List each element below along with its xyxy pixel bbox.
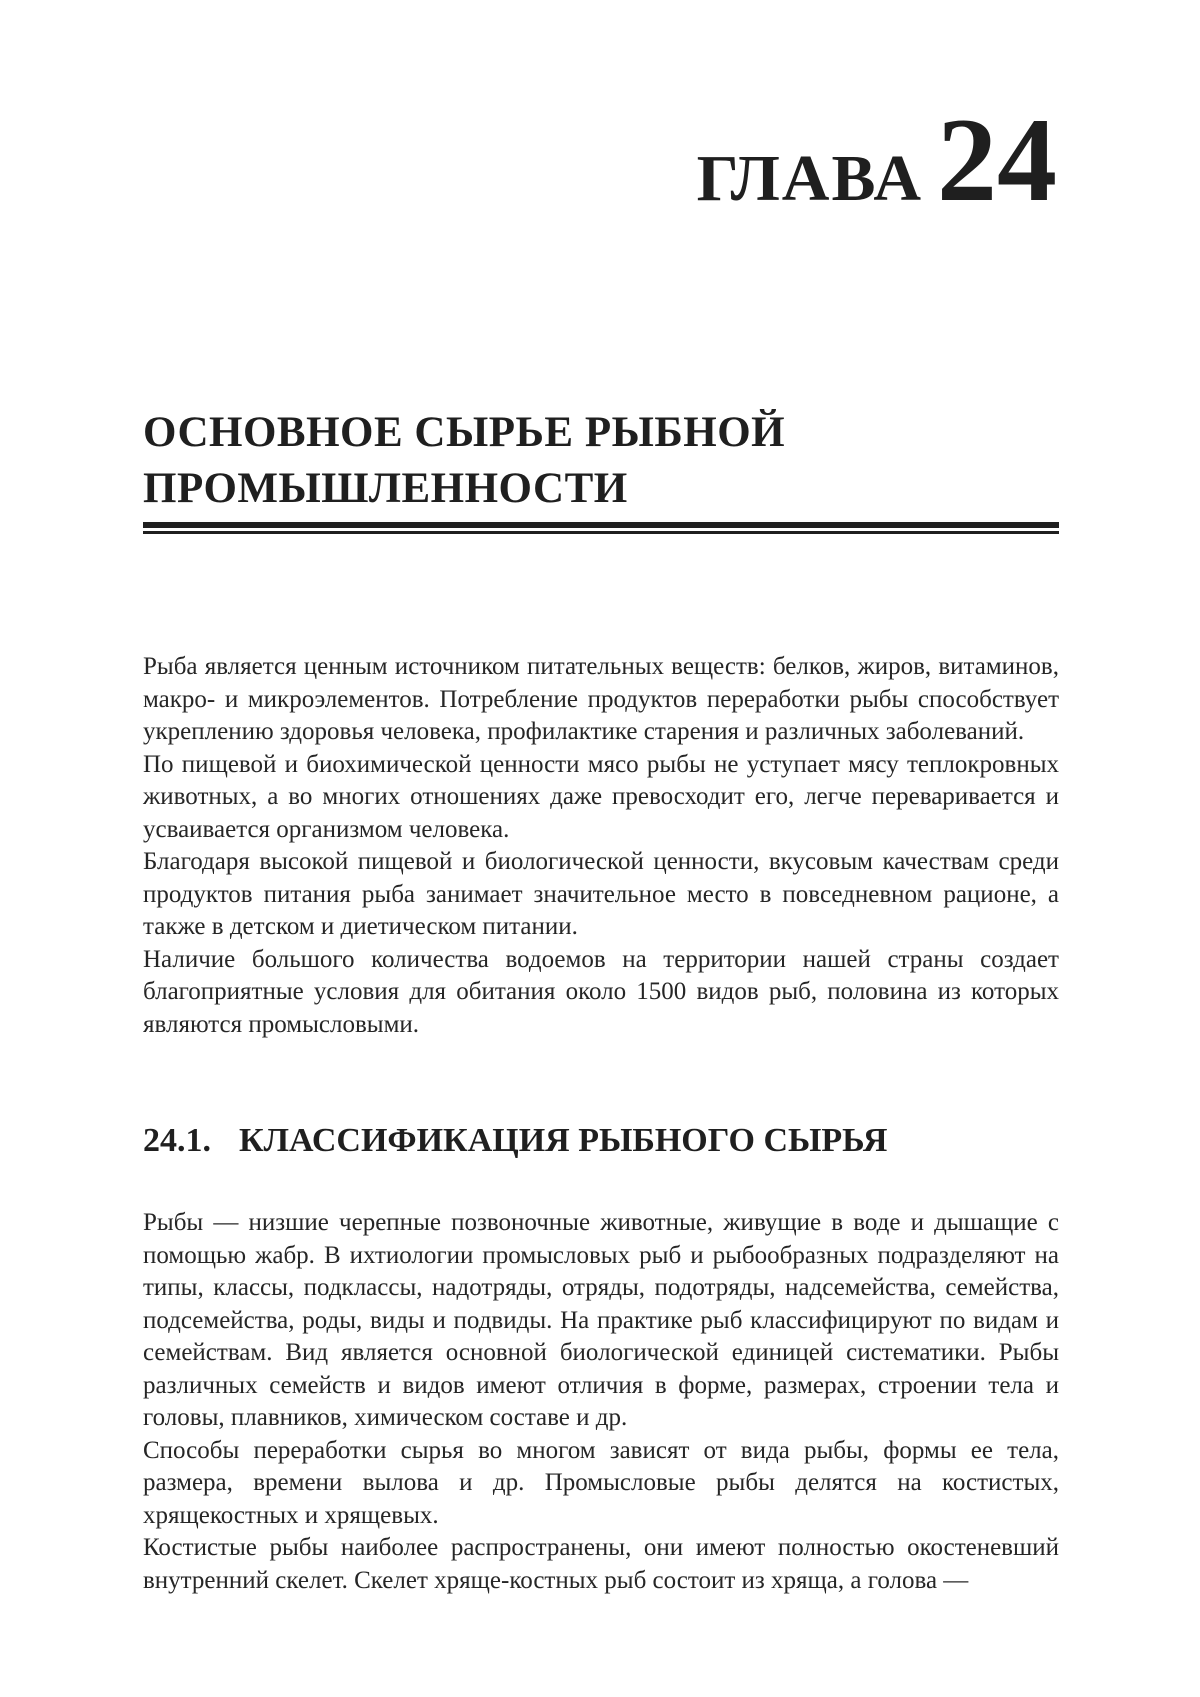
section-text: [143, 1207, 1059, 1597]
chapter-number: 24: [937, 93, 1057, 226]
intro-text: [143, 651, 1059, 1041]
chapter-title-line: ПРОМЫШЛЕННОСТИ: [143, 465, 628, 512]
title-rule-thick: [143, 522, 1059, 528]
paragraph: Рыбы — низшие черепные позвоночные животные, живущие в воде и дышащие с помощью жабр. В ихтиологии промысловых рыб и рыбообразных подразделяют на типы, классы, подклассы, надотряды, отряды, подотряды, надсемейства, семейства, подсемейства, роды, виды и подвиды. На практике рыб классифицируют по видам и семействам. Вид является основной биологической единицей систематики. Рыбы различных семейств и видов имеют отличия в форме, размерах, строении тела и головы, плавников, химическом составе и др.: [143, 1209, 1059, 1431]
paragraph: Костистые рыбы наиболее распространены, они имеют полностью окостеневший внутренний скелет. Скелет хряще-костных рыб состоит из хряща, а голова —: [143, 1534, 1059, 1594]
chapter-title: [143, 405, 1063, 517]
section-title: КЛАССИФИКАЦИЯ РЫБНОГО СЫРЬЯ: [239, 1122, 888, 1159]
chapter-word: ГЛАВА: [696, 142, 923, 215]
title-rule-thin: [143, 531, 1059, 534]
paragraph: Благодаря высокой пищевой и биологической ценности, вкусовым качествам среди продуктов питания рыба занимает значительное место в повседневном рационе, а также в детском и диетическом питании.: [143, 848, 1059, 940]
chapter-title-line: ОСНОВНОЕ СЫРЬЕ РЫБНОЙ: [143, 409, 786, 456]
chapter-label: [696, 93, 1057, 226]
paragraph: Рыба является ценным источником питательных веществ: белков, жиров, витаминов, макро- и микроэлементов. Потребление продуктов переработки рыбы способствует укреплению здоровья человека, профилактике старения и различных заболеваний.: [143, 653, 1059, 745]
section-heading: [143, 1122, 1059, 1160]
paragraph: По пищевой и биохимической ценности мясо рыбы не уступает мясу теплокровных животных, а во многих отношениях даже превосходит его, легче переваривается и усваивается организмом человека.: [143, 750, 1059, 843]
section-number: 24.1.: [143, 1122, 211, 1159]
paragraph: Способы переработки сырья во многом зависят от вида рыбы, формы ее тела, размера, времени вылова и др. Промысловые рыбы делятся на костистых, хрящекостных и хрящевых.: [143, 1436, 1059, 1529]
paragraph: Наличие большого количества водоемов на территории нашей страны создает благоприятные условия для обитания около 1500 видов рыб, половина из которых являются промысловыми.: [143, 945, 1059, 1038]
